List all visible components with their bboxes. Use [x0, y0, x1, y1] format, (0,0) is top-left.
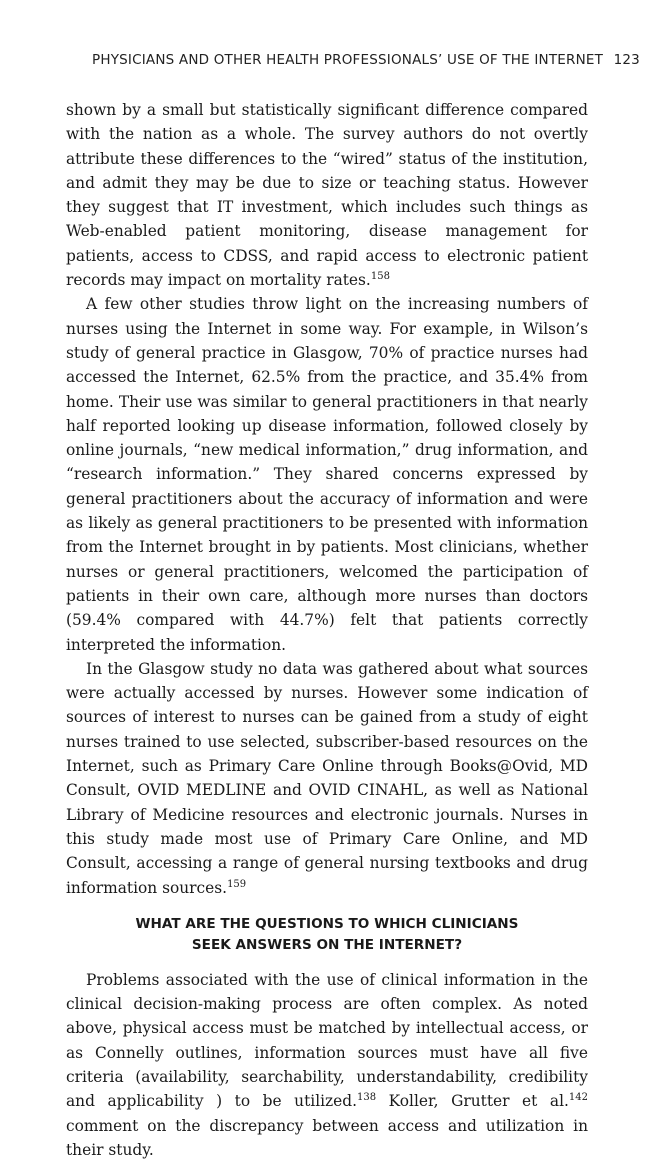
- paragraph-text: Koller, Grutter et al.: [376, 1092, 569, 1111]
- section-heading: [66, 914, 588, 956]
- section-heading-line: WHAT ARE THE QUESTIONS TO WHICH CLINICIANS: [135, 915, 519, 932]
- paragraph-glasgow-study: [66, 657, 588, 900]
- paragraph-questions: [66, 968, 588, 1162]
- paragraph-continued: [66, 98, 588, 292]
- body-text: [66, 98, 588, 1162]
- citation-ref: 159: [227, 878, 247, 890]
- paragraph-text: A few other studies throw light on the increasing numbers of nurses using the Internet in some way. For example, in Wilson’s study of general practice in Glasgow, 70% of practice nurses had accessed the Internet, 62.5% from the practice, and 35.4% from home. Their use was similar to general practitioners in that nearly half reported looking up disease information, followed closely by online journals, “new medical information,” drug information, and “research information.” They shared concerns expressed by general practitioners about the accuracy of information and were as likely as general practitioners to be presented with information from the Internet brought in by patients. Most clinicians, whether nurses or general practitioners, welcomed the participation of patients in their own care, although more nurses than doctors (59.4% compared with 44.7%) felt that patients correctly interpreted the information.: [66, 295, 588, 654]
- page-number: 123: [613, 52, 640, 68]
- running-head: [92, 52, 640, 68]
- paragraph-nurses-studies: [66, 292, 588, 656]
- citation-ref: 158: [370, 271, 390, 283]
- paragraph-text: In the Glasgow study no data was gathered about what sources were actually accessed by nurses. However some indication of sources of interest to nurses can be gained from a study of eight nurses trained to use selected, subscriber-based resources on the Internet, such as Primary Care Online through Books@Ovid, MD Consult, OVID MEDLINE and OVID CINAHL, as well as National Library of Medicine resources and electronic journals. Nurses in this study made most use of Primary Care Online, and MD Consult, accessing a range of general nursing textbooks and drug information sources.: [66, 659, 588, 897]
- paragraph-text: Problems associated with the use of clinical information in the clinical decision-making process are often complex. As noted above, physical access must be matched by intellectual access, or as Connelly outlines, information sources must have all five criteria (availability, searchability, understandability, credibility and applicability ) to be utilized.: [66, 970, 588, 1111]
- citation-ref: 142: [568, 1092, 588, 1104]
- paragraph-text: shown by a small but statistically significant difference compared with the nation as a whole. The survey authors do not overtly attribute these differences to the “wired” status of the institution, and admit they may be due to size or teaching status. However they suggest that IT investment, which includes such things as Web-enabled patient monitoring, disease management for patients, access to CDSS, and rapid access to electronic patient records may impact on mortality rates.: [66, 101, 588, 290]
- paragraph-text: comment on the discrepancy between access and utilization in their study.: [66, 1116, 588, 1159]
- section-heading-line: SEEK ANSWERS ON THE INTERNET?: [191, 936, 463, 953]
- running-head-title: PHYSICIANS AND OTHER HEALTH PROFESSIONALS’ USE OF THE INTERNET: [92, 52, 604, 68]
- citation-ref: 138: [357, 1092, 377, 1104]
